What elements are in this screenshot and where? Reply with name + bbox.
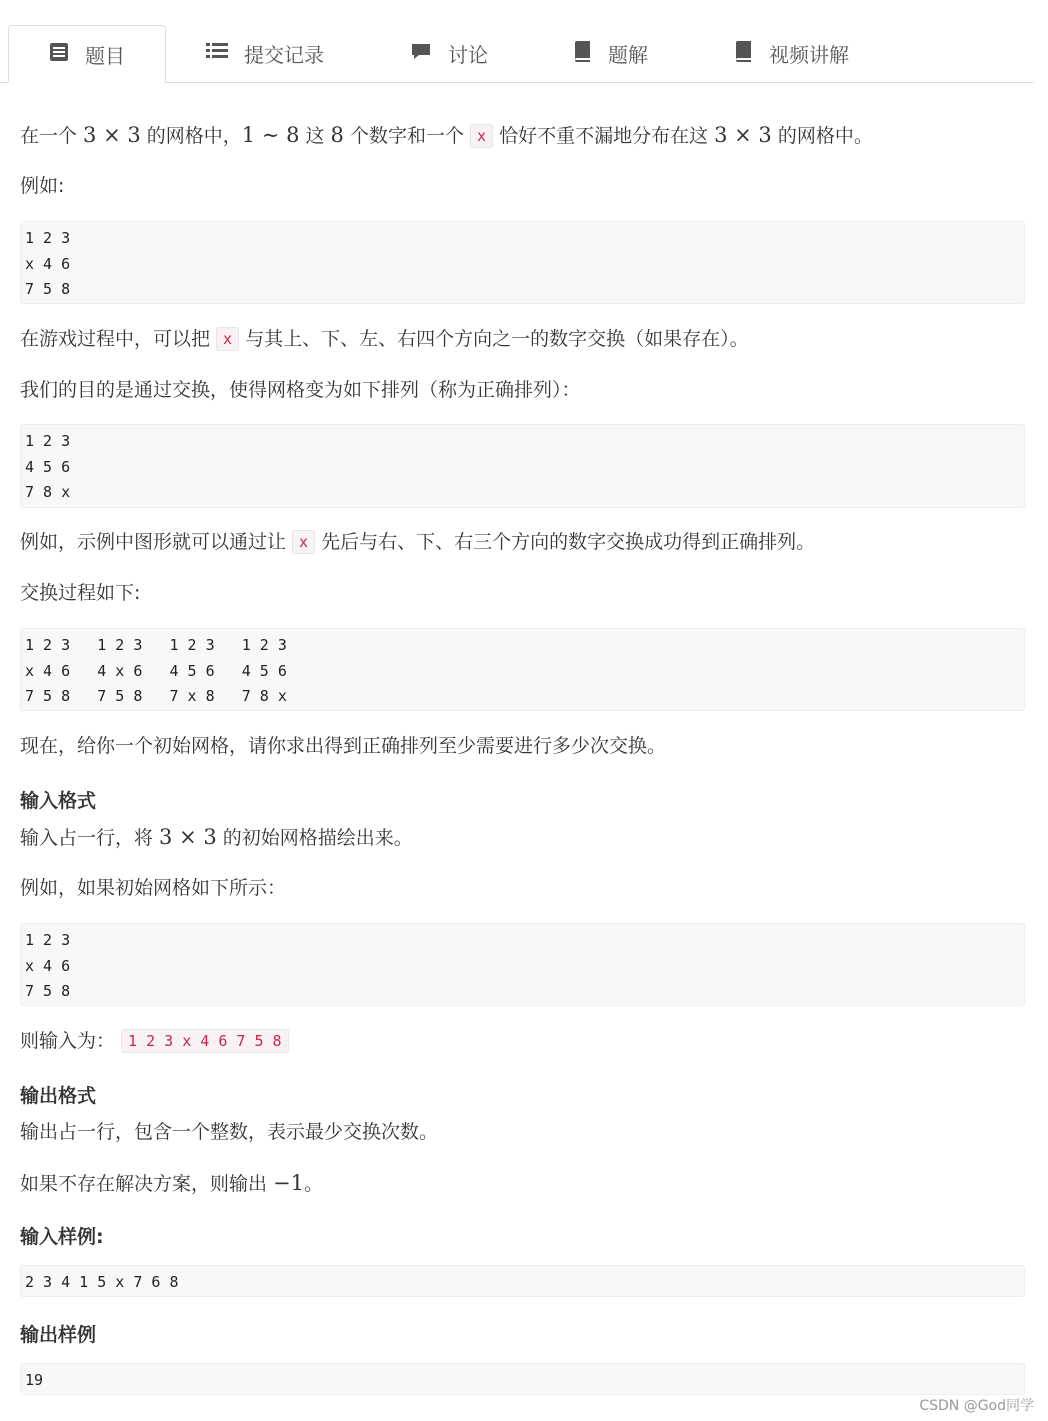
tab-submissions[interactable] — [206, 25, 324, 81]
text: 输入占一行，将 — [20, 827, 160, 849]
code-block-grid2: 1 2 3 4 5 6 7 8 x — [20, 424, 1025, 508]
comment-icon — [410, 41, 432, 66]
text: 的网格中。 — [771, 125, 873, 147]
input-format-paragraph — [20, 824, 413, 851]
input-result-paragraph — [20, 1028, 289, 1054]
input-example-label: 例如，如果初始网格如下所示： — [20, 877, 287, 899]
list-icon — [206, 41, 228, 66]
example-label: 例如: — [20, 175, 65, 197]
output-format-heading: 输出格式 — [20, 1085, 97, 1107]
code-block-sample-input: 2 3 4 1 5 x 7 6 8 — [20, 1265, 1025, 1297]
tab-video-label: 视频讲解 — [769, 42, 849, 67]
tab-solutions-label: 题解 — [608, 42, 648, 67]
book-icon — [733, 40, 753, 67]
math: 1 ∼ 8 — [241, 123, 300, 147]
text: 这 — [299, 125, 331, 147]
intro-paragraph — [20, 122, 873, 149]
text: 与其上、下、左、右四个方向之一的数字交换（如果存在）。 — [239, 328, 749, 350]
list-icon — [49, 42, 69, 67]
text: 则输入为： — [20, 1030, 116, 1052]
text: 的网格中， — [140, 125, 242, 147]
text: 。 — [304, 1173, 324, 1195]
output-format-line1: 输出占一行，包含一个整数，表示最少交换次数。 — [20, 1121, 439, 1143]
text: 恰好不重不漏地分布在这 — [493, 125, 715, 147]
tab-bar — [0, 0, 1034, 83]
math: 3 × 3 — [159, 825, 217, 849]
math: 8 — [330, 123, 344, 147]
text: 个数字和一个 — [343, 125, 470, 147]
text: 的初始网格描绘出来。 — [216, 827, 413, 849]
inline-code: 1 2 3 x 4 6 7 5 8 — [121, 1029, 289, 1053]
math: 3 × 3 — [83, 123, 141, 147]
book-icon — [572, 40, 592, 67]
tab-discussion-label: 讨论 — [448, 42, 488, 67]
input-format-heading: 输入格式 — [20, 790, 97, 812]
move-paragraph — [20, 326, 749, 352]
code-block-grid1: 1 2 3 x 4 6 7 5 8 — [20, 221, 1025, 304]
text: 先后与右、下、右三个方向的数字交换成功得到正确排列。 — [315, 531, 816, 553]
text: 在游戏过程中，可以把 — [20, 328, 217, 350]
sample-output-heading: 输出样例 — [20, 1324, 97, 1346]
output-format-line2 — [20, 1170, 323, 1197]
inline-code: x — [292, 530, 315, 554]
text: 如果不存在解决方案，则输出 — [20, 1173, 274, 1195]
math: 3 × 3 — [714, 123, 772, 147]
goal-paragraph: 我们的目的是通过交换，使得网格变为如下排列（称为正确排列）： — [20, 379, 581, 401]
tab-video[interactable] — [733, 25, 849, 81]
code-block-sample-output: 19 — [20, 1363, 1025, 1395]
sample-input-heading: 输入样例: — [20, 1226, 104, 1248]
tab-discussion[interactable] — [410, 25, 488, 81]
tab-solutions[interactable] — [572, 25, 648, 81]
code-block-input-grid: 1 2 3 x 4 6 7 5 8 — [20, 923, 1025, 1006]
text: 在一个 — [20, 125, 84, 147]
example2-paragraph — [20, 529, 815, 555]
process-label: 交换过程如下: — [20, 582, 141, 604]
inline-code: x — [216, 327, 239, 351]
question-paragraph: 现在，给你一个初始网格，请你求出得到正确排列至少需要进行多少次交换。 — [20, 735, 667, 757]
watermark: CSDN @God同学 — [919, 1398, 1034, 1414]
math: −1 — [273, 1171, 305, 1195]
tab-problem-label: 题目 — [85, 43, 125, 68]
tab-submissions-label: 提交记录 — [244, 42, 324, 67]
inline-code: x — [470, 124, 493, 148]
code-block-process: 1 2 3 1 2 3 1 2 3 1 2 3 x 4 6 4 x 6 4 5 6 4 5 6 7 5 8 7 5 8 7 x 8 7 8 x — [20, 628, 1025, 711]
text: 例如，示例中图形就可以通过让 — [20, 531, 293, 553]
tab-problem[interactable] — [8, 25, 166, 83]
